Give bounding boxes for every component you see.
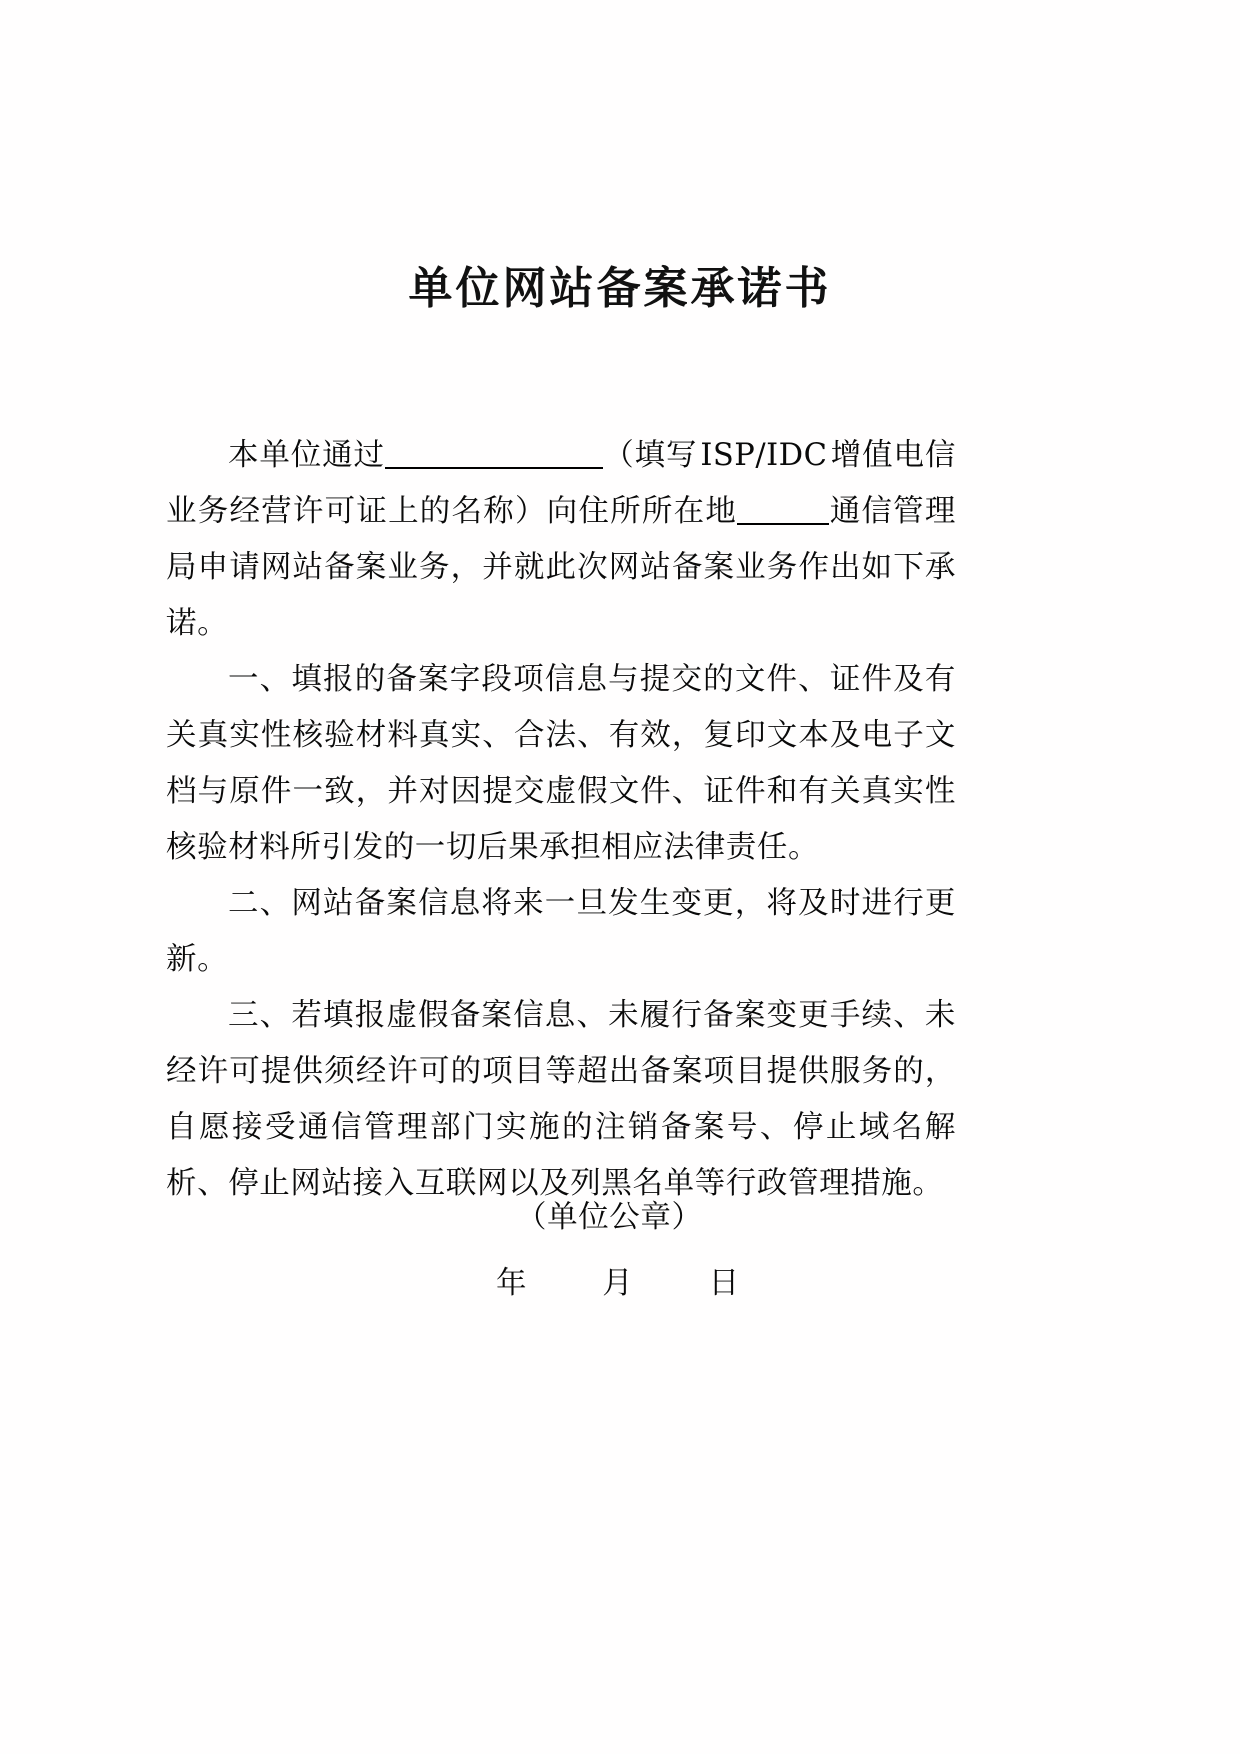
paragraph-item-2 xyxy=(166,876,956,988)
page-title: 单位网站备案承诺书 xyxy=(408,263,832,314)
inline-text: （填写 xyxy=(602,438,698,473)
paragraph-item-3 xyxy=(166,988,956,1212)
paragraph-item-1 xyxy=(166,652,956,876)
inline-latin-text: ISP/IDC xyxy=(700,438,828,473)
inline-text: 一、填报的备案字段项信息与提交的文件、证件及有关真实性核验材料真实、合法、有效，复印文本及电子文档与原件一致，并对因提交虚假文件、证件和有关真实性核验材料所引发的一切后果承担相应法律责任。 xyxy=(166,662,956,865)
inline-text: 三、若填报虚假备案信息、未履行备案变更手续、未经许可提供须经许可的项目等超出备案项目提供服务的，自愿接受通信管理部门实施的注销备案号、停止域名解析、停止网站接入互联网以及列黑名单等行政管理措施。 xyxy=(166,998,956,1201)
fill-in-blank[interactable] xyxy=(385,441,603,469)
inline-text: 增值电信业务经营许可证上的名称）向住所所在地 xyxy=(166,438,956,529)
inline-text: 二、网站备案信息将来一旦发生变更，将及时进行更新。 xyxy=(166,886,956,977)
inline-text: 通信管理局申请网站备案业务，并就此次网站备案业务作出如下承诺。 xyxy=(166,494,956,641)
date-year-label: 年 xyxy=(496,1266,528,1301)
date-day-label: 日 xyxy=(708,1266,740,1301)
fill-in-blank[interactable] xyxy=(737,497,829,525)
signature-block xyxy=(166,1190,956,1312)
paragraph-intro xyxy=(166,428,956,652)
document-body xyxy=(166,428,956,1212)
company-seal-label: （单位公章） xyxy=(516,1200,703,1235)
date-line xyxy=(166,1256,956,1312)
date-month-label: 月 xyxy=(602,1266,634,1301)
inline-text: 本单位通过 xyxy=(228,438,385,473)
